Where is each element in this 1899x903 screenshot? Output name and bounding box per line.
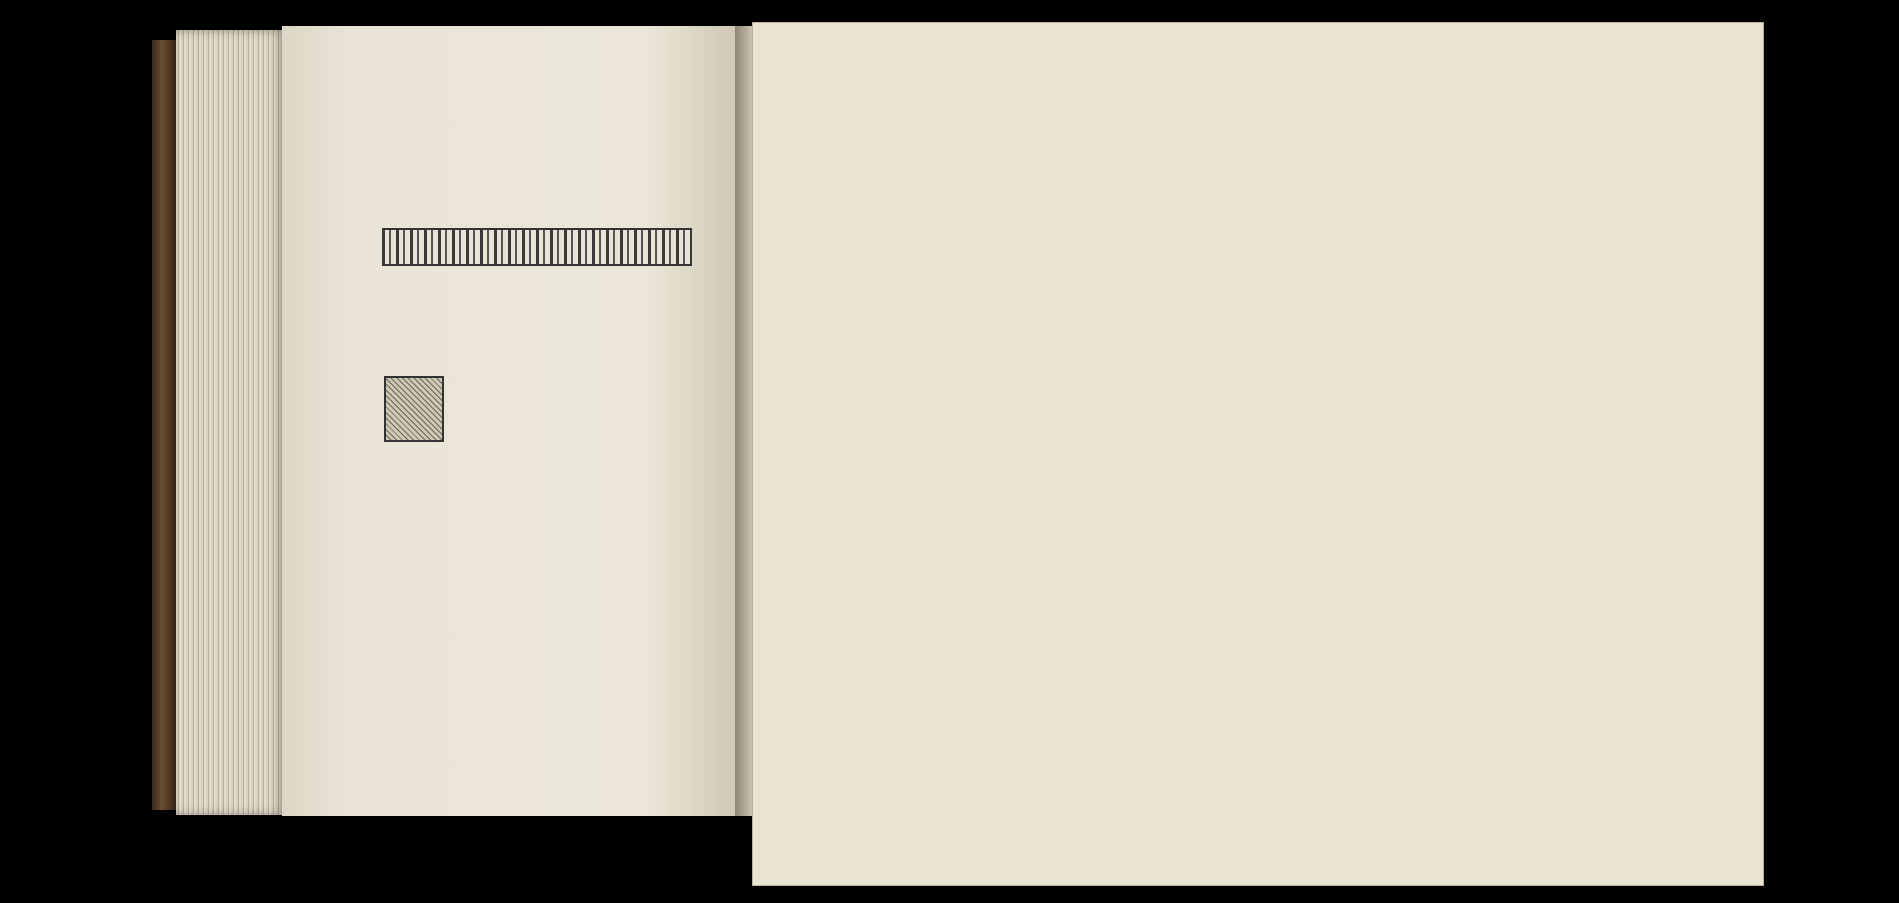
book-spine xyxy=(152,40,178,810)
gutter xyxy=(735,26,753,816)
drop-cap xyxy=(384,376,444,442)
printer-ornament xyxy=(382,228,692,266)
right-page xyxy=(752,22,1764,886)
left-page xyxy=(282,26,737,816)
genealogy-table-grid xyxy=(753,23,1763,885)
page-block-edge xyxy=(176,30,286,815)
